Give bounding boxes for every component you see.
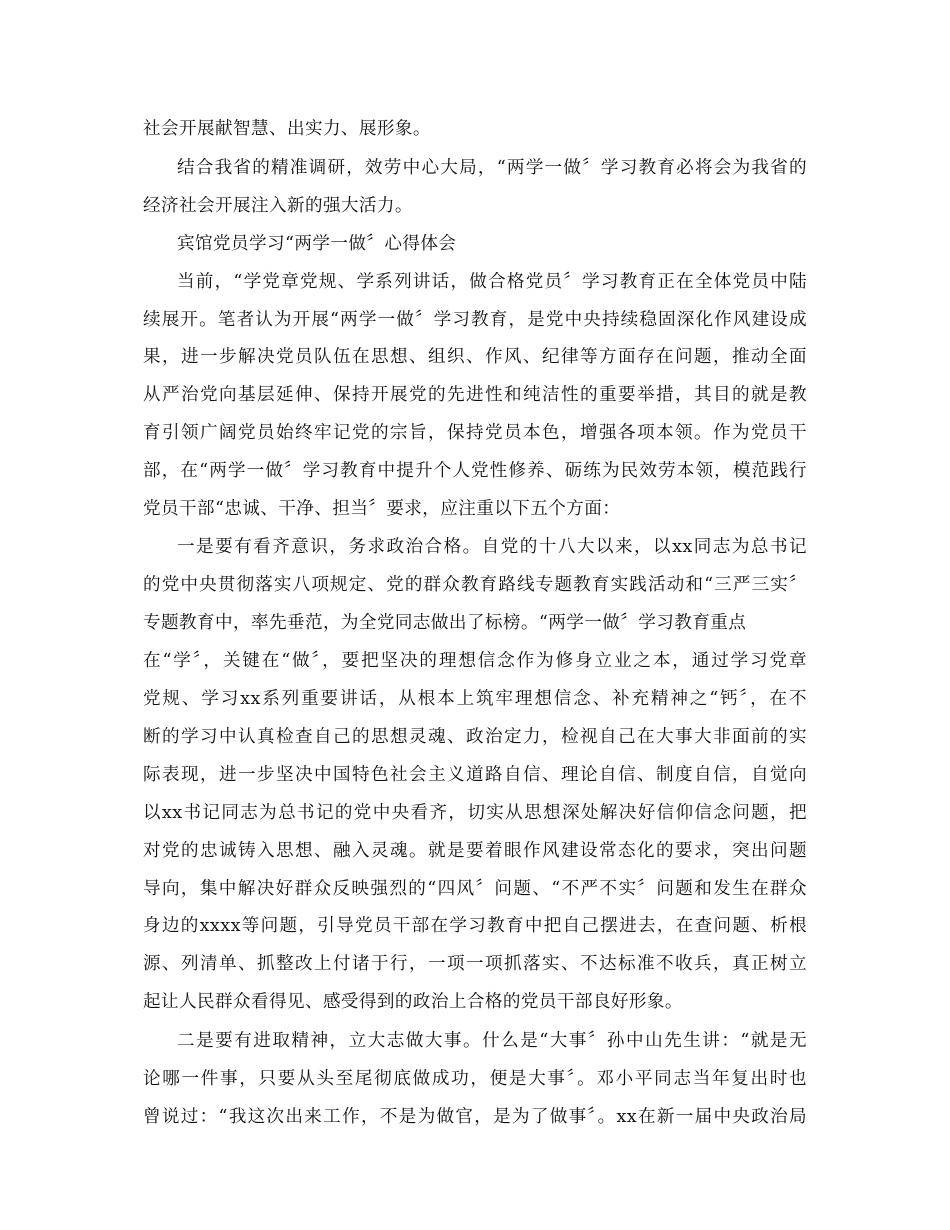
text-line: 一是要有看齐意识，务求政治合格。自党的十八大以来，以xx同志为总书记 [177, 537, 807, 557]
text-line: 以xx书记同志为总书记的党中央看齐，切实从思想深处解决好信仰信念问题，把 [143, 803, 807, 823]
text-line: 育引领广阔党员始终牢记党的宗旨，保持党员本色，增强各项本领。作为党员干 [143, 423, 807, 443]
text-line: 续展开。笔者认为开展“两学一做〞学习教育，是党中央持续稳固深化作风建设成 [143, 310, 807, 330]
text-line: 的党中央贯彻落实八项规定、党的群众教育路线专题教育实践活动和“三严三实〞 [143, 575, 807, 595]
text-line: 论哪一件事，只要从头至尾彻底做成功，便是大事〞。邓小平同志当年复出时也 [143, 1069, 807, 1089]
text-line: 结合我省的精准调研，效劳中心大局，“两学一做〞学习教育必将会为我省的 [177, 158, 807, 178]
text-line: 起让人民群众看得见、感受得到的政治上合格的党员干部良好形象。 [143, 992, 683, 1012]
text-line: 专题教育中，率先垂范，为全党同志做出了标榜。“两学一做〞学习教育重点 [143, 613, 747, 633]
text-line: 当前，“学党章党规、学系列讲话，做合格党员〞学习教育正在全体党员中陆 [177, 272, 807, 292]
section-title: 宾馆党员学习“两学一做〞心得体会 [177, 234, 457, 254]
text-line: 从严治党向基层延伸、保持开展党的先进性和纯洁性的重要举措，其目的就是教 [143, 385, 807, 405]
text-line: 曾说过：“我这次出来工作，不是为做官，是为了做事〞。xx在新一届中央政治局 [143, 1107, 807, 1127]
text-line: 果，进一步解决党员队伍在思想、组织、作风、纪律等方面存在问题，推动全面 [143, 347, 807, 367]
text-line: 源、列清单、抓整改上付诸于行，一项一项抓落实、不达标准不收兵，真正树立 [143, 954, 807, 974]
text-line: 导向，集中解决好群众反映强烈的“四风〞问题、“不严不实〞问题和发生在群众 [143, 879, 807, 899]
text-line: 部，在“两学一做〞学习教育中提升个人党性修养、砺练为民效劳本领，模范践行 [143, 461, 807, 481]
text-line: 社会开展献智慧、出实力、展形象。 [143, 119, 431, 139]
text-line: 在“学〞，关键在“做〞，要把坚决的理想信念作为修身立业之本，通过学习党章 [143, 651, 807, 671]
text-line: 际表现，进一步坚决中国特色社会主义道路自信、理论自信、制度自信，自觉向 [143, 765, 807, 785]
text-line: 党规、学习xx系列重要讲话，从根本上筑牢理想信念、补充精神之“钙〞，在不 [143, 689, 807, 709]
text-line: 党员干部“忠诚、干净、担当〞要求，应注重以下五个方面： [143, 499, 621, 519]
text-line: 断的学习中认真检查自己的思想灵魂、政治定力，检视自己在大事大非面前的实 [143, 727, 807, 747]
text-line: 身边的xxxx等问题，引导党员干部在学习教育中把自己摆进去，在查问题、析根 [143, 916, 807, 936]
text-line: 二是要有进取精神，立大志做大事。什么是“大事〞孙中山先生讲：“就是无 [177, 1031, 807, 1051]
text-line: 经济社会开展注入新的强大活力。 [143, 196, 413, 216]
text-line: 对党的忠诚铸入思想、融入灵魂。就是要着眼作风建设常态化的要求，突出问题 [143, 841, 807, 861]
